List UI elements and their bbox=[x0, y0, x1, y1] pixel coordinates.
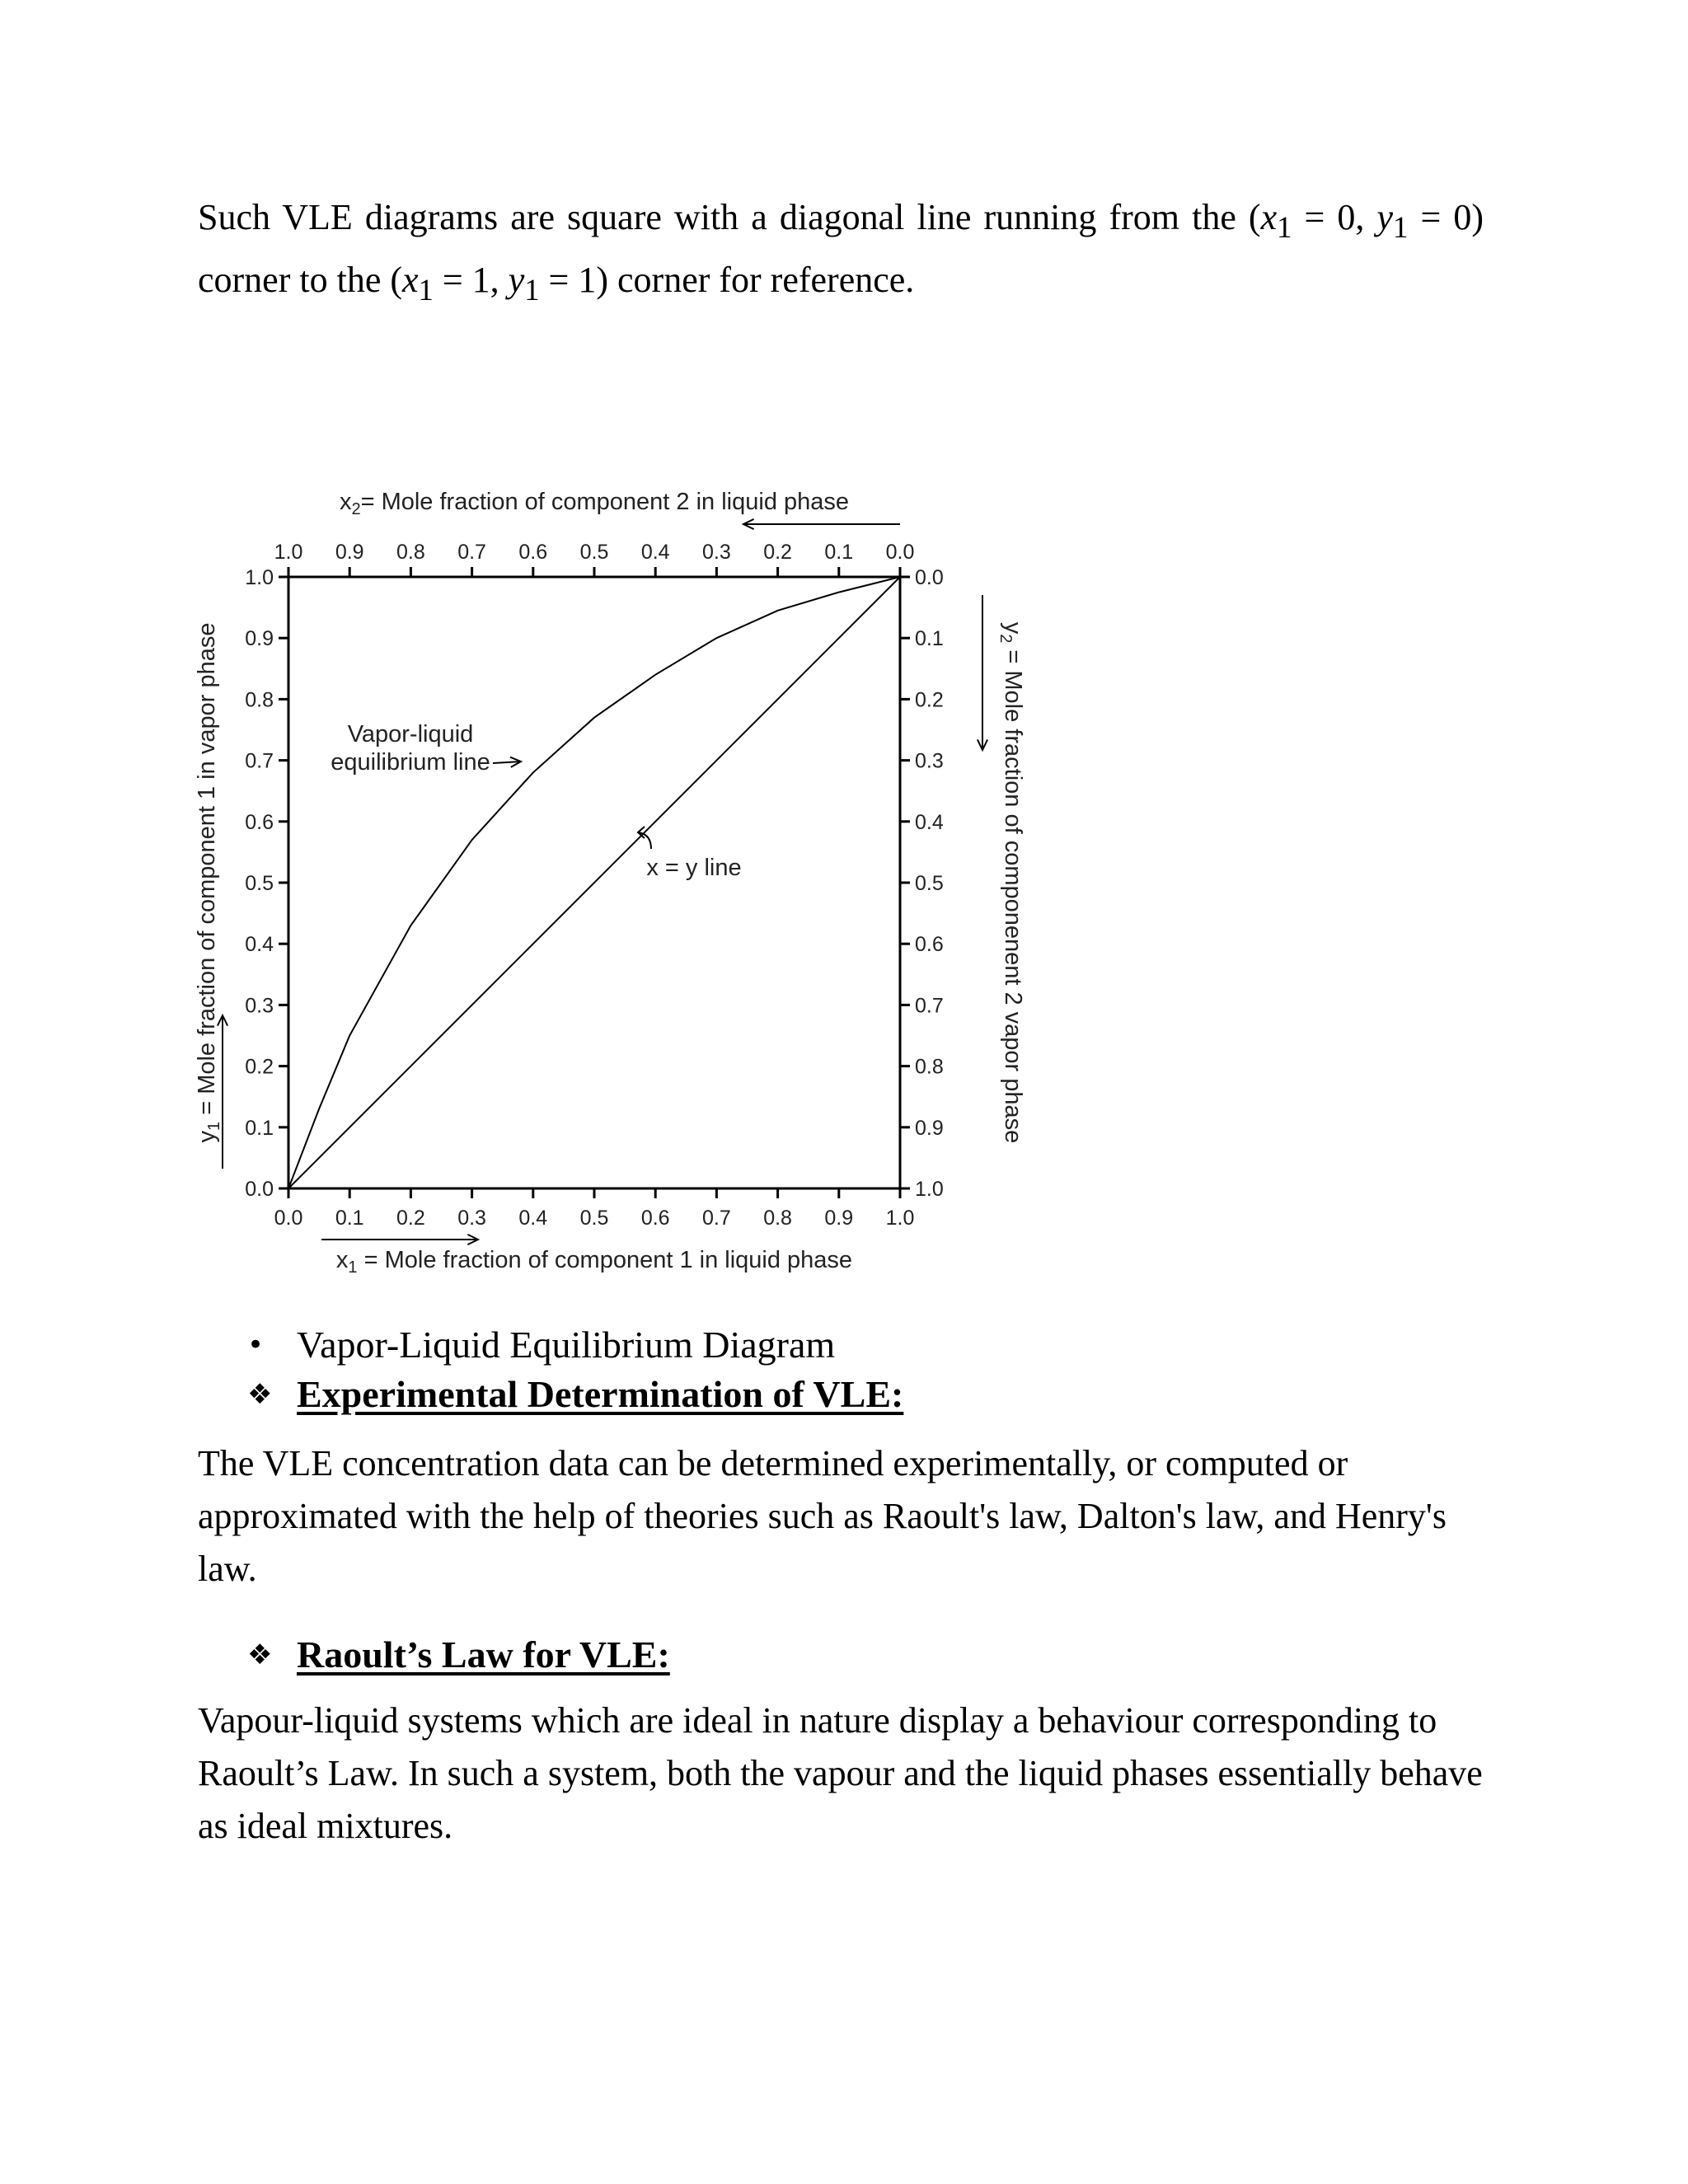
x-equals-y-line bbox=[288, 577, 900, 1188]
diamond-bullet-icon: ❖ bbox=[247, 1378, 273, 1411]
x-tick-label-top: 0.2 bbox=[763, 541, 792, 564]
right-axis-title: $y_2$ = Mole fraction of componenent 2 vapor phase bbox=[996, 621, 1026, 1144]
xy-line-annotation: x = y line bbox=[646, 855, 742, 881]
vle-paragraph: The VLE concentration data can be determined experimentally, or computed or approximated with the help of theories such as Raoult's law, Dalton's law, and Henry's law. bbox=[198, 1443, 1447, 1589]
y-tick-label-left: 0.4 bbox=[245, 933, 274, 957]
bullet-icon: • bbox=[247, 1329, 265, 1361]
raoult-paragraph: Vapour-liquid systems which are ideal in nature display a behaviour corresponding to Raoult’s Law. In such a system, both the vapour and the liquid phases essentially behave as ideal mixtures. bbox=[198, 1700, 1483, 1846]
bottom-axis-title: $x_1$ = Mole fraction of component 1 in liquid phase bbox=[335, 1247, 853, 1277]
y-tick-label-left: 0.0 bbox=[245, 1178, 274, 1201]
diamond-bullet-icon: ❖ bbox=[247, 1638, 273, 1671]
intro-paragraph: Such VLE diagrams are square with a diagonal line running from the ($x_1 = 0$, $y_1 = 0$) corner to the ($x_1 = 1$, $y_1 = 1$) corner for reference. bbox=[198, 197, 1484, 307]
y-tick-label-right: 0.9 bbox=[915, 1116, 944, 1140]
x-tick-label-top: 0.9 bbox=[335, 541, 364, 564]
y-tick-label-right: 0.0 bbox=[915, 566, 944, 589]
x-tick-label-bottom: 0.4 bbox=[518, 1207, 548, 1230]
figure-caption bbox=[247, 1319, 835, 1371]
y-tick-label-left: 0.2 bbox=[245, 1055, 274, 1079]
y-tick-label-right: 0.8 bbox=[915, 1055, 944, 1079]
chart-axes bbox=[218, 519, 987, 1244]
vle-diagram bbox=[181, 486, 1026, 1294]
y-tick-label-right: 0.3 bbox=[915, 749, 944, 773]
x-tick-label-bottom: 0.3 bbox=[457, 1207, 486, 1230]
heading-experimental-text: Experimental Determination of VLE: bbox=[297, 1373, 904, 1415]
x-tick-label-top: 0.3 bbox=[702, 541, 731, 564]
heading-experimental bbox=[247, 1368, 903, 1421]
y-tick-label-left: 0.8 bbox=[245, 688, 274, 712]
x-tick-label-bottom: 0.8 bbox=[763, 1207, 792, 1230]
x-tick-label-top: 0.0 bbox=[885, 541, 915, 564]
x-tick-label-top: 0.5 bbox=[579, 541, 609, 564]
caption-text: Vapor-Liquid Equilibrium Diagram bbox=[297, 1324, 836, 1366]
y-tick-label-left: 0.6 bbox=[245, 810, 274, 834]
y-tick-label-right: 0.5 bbox=[915, 872, 944, 895]
y-tick-label-left: 0.9 bbox=[245, 627, 274, 651]
x-tick-label-bottom: 1.0 bbox=[885, 1207, 915, 1230]
vle-annotation-line2: equilibrium line bbox=[331, 749, 490, 776]
y-tick-label-left: 0.3 bbox=[245, 994, 274, 1018]
x-tick-label-top: 0.1 bbox=[824, 541, 854, 564]
x-tick-label-top: 1.0 bbox=[274, 541, 303, 564]
x-tick-label-bottom: 0.1 bbox=[335, 1207, 364, 1230]
y-tick-label-right: 0.6 bbox=[915, 933, 944, 957]
y-tick-label-left: 0.7 bbox=[245, 749, 274, 773]
heading-raoult bbox=[247, 1629, 670, 1681]
top-axis-title: $x_2=$ Mole fraction of component 2 in liquid phase bbox=[339, 489, 850, 518]
left-axis-title: $y_1$ = Mole fraction of component 1 in vapor phase bbox=[194, 622, 223, 1143]
vle-annotation-line1: Vapor-liquid bbox=[347, 721, 474, 748]
y-tick-label-right: 1.0 bbox=[915, 1178, 944, 1201]
y-tick-label-right: 0.4 bbox=[915, 810, 944, 834]
y-tick-label-right: 0.1 bbox=[915, 627, 944, 651]
x-tick-label-top: 0.6 bbox=[518, 541, 548, 564]
x-tick-label-bottom: 0.2 bbox=[396, 1207, 425, 1230]
chart-series bbox=[288, 577, 900, 1188]
x-tick-label-bottom: 0.5 bbox=[579, 1207, 609, 1230]
y-tick-label-right: 0.2 bbox=[915, 688, 944, 712]
y-tick-label-right: 0.7 bbox=[915, 994, 944, 1018]
x-tick-label-bottom: 0.6 bbox=[640, 1207, 670, 1230]
heading-raoult-text: Raoult’s Law for VLE: bbox=[297, 1633, 670, 1675]
y-tick-label-left: 0.5 bbox=[245, 872, 274, 895]
x-tick-label-bottom: 0.0 bbox=[274, 1207, 303, 1230]
y-tick-label-left: 0.1 bbox=[245, 1116, 274, 1140]
x-tick-label-bottom: 0.7 bbox=[702, 1207, 731, 1230]
x-tick-label-bottom: 0.9 bbox=[824, 1207, 854, 1230]
x-tick-label-top: 0.4 bbox=[640, 541, 670, 564]
y-tick-label-left: 1.0 bbox=[245, 566, 274, 589]
x-tick-label-top: 0.7 bbox=[457, 541, 486, 564]
x-tick-label-top: 0.8 bbox=[396, 541, 425, 564]
